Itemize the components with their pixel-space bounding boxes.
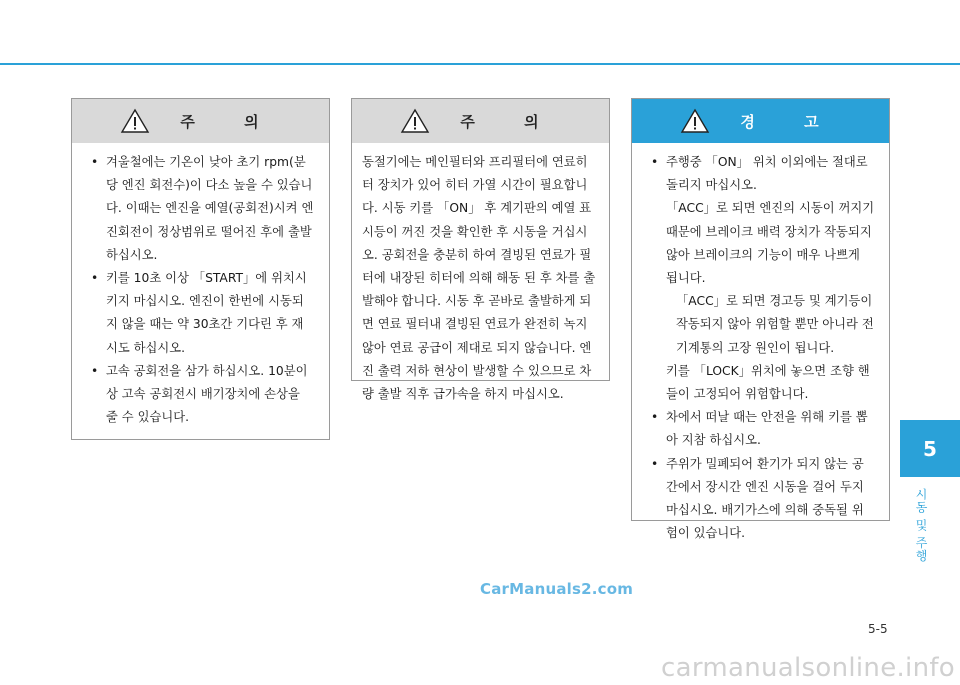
- warning-triangle-icon: [400, 108, 430, 134]
- caution-header-2: [352, 99, 609, 143]
- caution-1-item-1: • 겨울철에는 기온이 낮아 초기 rpm(분당 엔진 회전수)이 다소 높을 수 있습니다. 이때는 엔진을 예열(공회전)시켜 엔진회전이 정상범위로 떨어진 후에 출발 하십시오.: [90, 151, 315, 267]
- warning-triangle-icon: [120, 108, 150, 134]
- warning-heading: 경 고: [740, 112, 841, 131]
- caution-box-2: [351, 98, 610, 402]
- caution-box-1: [71, 98, 330, 440]
- caution-heading-2: 주 의: [460, 112, 561, 131]
- watermark: CarManuals2.com: [480, 580, 634, 598]
- caution-1-item-2: • 키를 10초 이상 「START」에 위치시키지 마십시오. 엔진이 한번에 시동되지 않을 때는 약 30초간 기다린 후 재시도 하십시오.: [90, 267, 315, 360]
- caution-header-1: [72, 99, 329, 143]
- warning-header: [632, 99, 889, 143]
- page-number: 5-5: [868, 622, 888, 636]
- top-rule: [0, 63, 960, 65]
- warning-triangle-icon: [680, 108, 710, 134]
- warning-box: [631, 98, 890, 541]
- warning-item-2: • 차에서 떠날 때는 안전을 위해 키를 뽑아 지참 하십시오.: [650, 406, 875, 452]
- chapter-tab[interactable]: 5: [900, 420, 960, 477]
- warning-para-lock: 키를 「LOCK」위치에 놓으면 조향 핸들이 고정되어 위험합니다.: [666, 363, 870, 402]
- chapter-label: 시동 및 주행: [914, 488, 928, 563]
- warning-item-3: • 주위가 밀폐되어 환기가 되지 않는 공간에서 장시간 엔진 시동을 걸어 두지 마십시오. 배기가스에 의해 중독될 위험이 있습니다.: [650, 453, 875, 546]
- footer-watermark: carmanualsonline.info: [661, 653, 956, 683]
- warning-para-acc-2: 「ACC」로 되면 경고등 및 계기등이 작동되지 않아 위험할 뿐만 아니라 전기계통의 고장 원인이 됩니다.: [676, 294, 874, 355]
- caution-1-item-3: • 고속 공회전을 삼가 하십시오. 10분이상 고속 공회전시 배기장치에 손상을 줄 수 있습니다.: [90, 360, 315, 430]
- warning-para-acc-1: 「ACC」로 되면 엔진의 시동이 꺼지기 때문에 브레이크 배력 장치가 작동되지 않아 브레이크의 기능이 매우 나쁘게 됩니다.: [666, 201, 875, 286]
- caution-heading-1: 주 의: [180, 112, 281, 131]
- warning-item-1: • 주행중 「ON」 위치 이외에는 절대로 돌리지 마십시오.: [650, 151, 875, 197]
- caution-2-text: 동절기에는 메인필터와 프리필터에 연료히터 장치가 있어 히터 가열 시간이 필요합니다. 시동 키를 「ON」 후 계기판의 예열 표시등이 꺼진 것을 확인한 후 시동을 거십시오. 공회전을 충분히 하여 결빙된 연료가 필터에 내장된 히터에 의해 해동 된 후 차를 출발해야 합니다. 시동 후 곧바로 출발하게 되면 연료 필터내 결빙된 연료가 완전히 녹지 않아 연료 공급이 제대로 되지 않습니다. 엔진 출력 저하 현상이 발생할 수 있으므로 차량 출발 직후 급가속을 하지 마십시오.: [362, 155, 596, 402]
